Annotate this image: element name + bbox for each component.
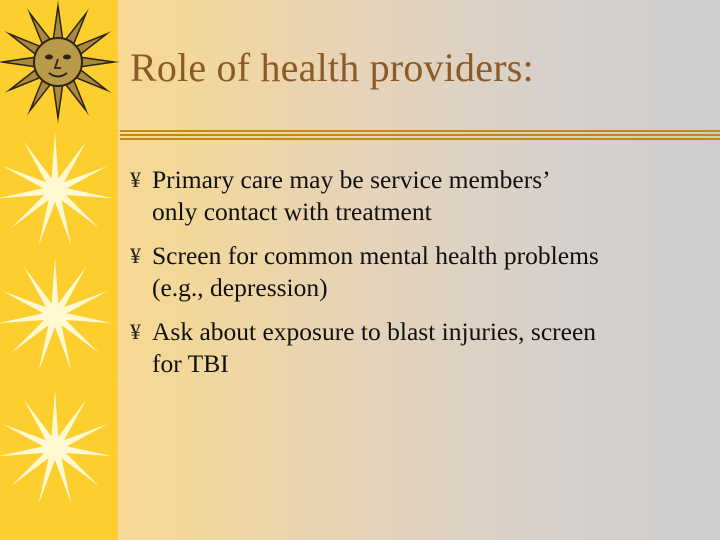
bullet-marker-icon: ¥ <box>130 243 141 268</box>
bullet-marker-icon: ¥ <box>130 167 141 192</box>
bullet-text-line: Screen for common mental health problems <box>152 241 599 270</box>
title-divider <box>120 128 720 142</box>
bullet-list <box>130 164 718 392</box>
bullet-item <box>130 164 718 228</box>
sunburst-icon <box>0 390 112 504</box>
slide-title: Role of health providers: <box>130 45 534 90</box>
bullet-text-line: (e.g., depression) <box>152 273 328 302</box>
sunburst-icon <box>0 132 112 246</box>
bullet-text-line: only contact with treatment <box>152 197 432 226</box>
bullet-item <box>130 240 718 304</box>
bullet-text-line: for TBI <box>152 349 229 378</box>
bullet-text-line: Ask about exposure to blast injuries, screen <box>152 317 597 346</box>
bullet-item <box>130 316 718 380</box>
sun-face-eye <box>45 55 53 60</box>
bullet-marker-icon: ¥ <box>130 319 141 344</box>
sun-face-eye <box>63 55 71 60</box>
bullet-text-line: Primary care may be service members’ <box>152 165 551 194</box>
sunburst-icon <box>0 257 112 371</box>
sun-face-icon <box>34 38 82 86</box>
